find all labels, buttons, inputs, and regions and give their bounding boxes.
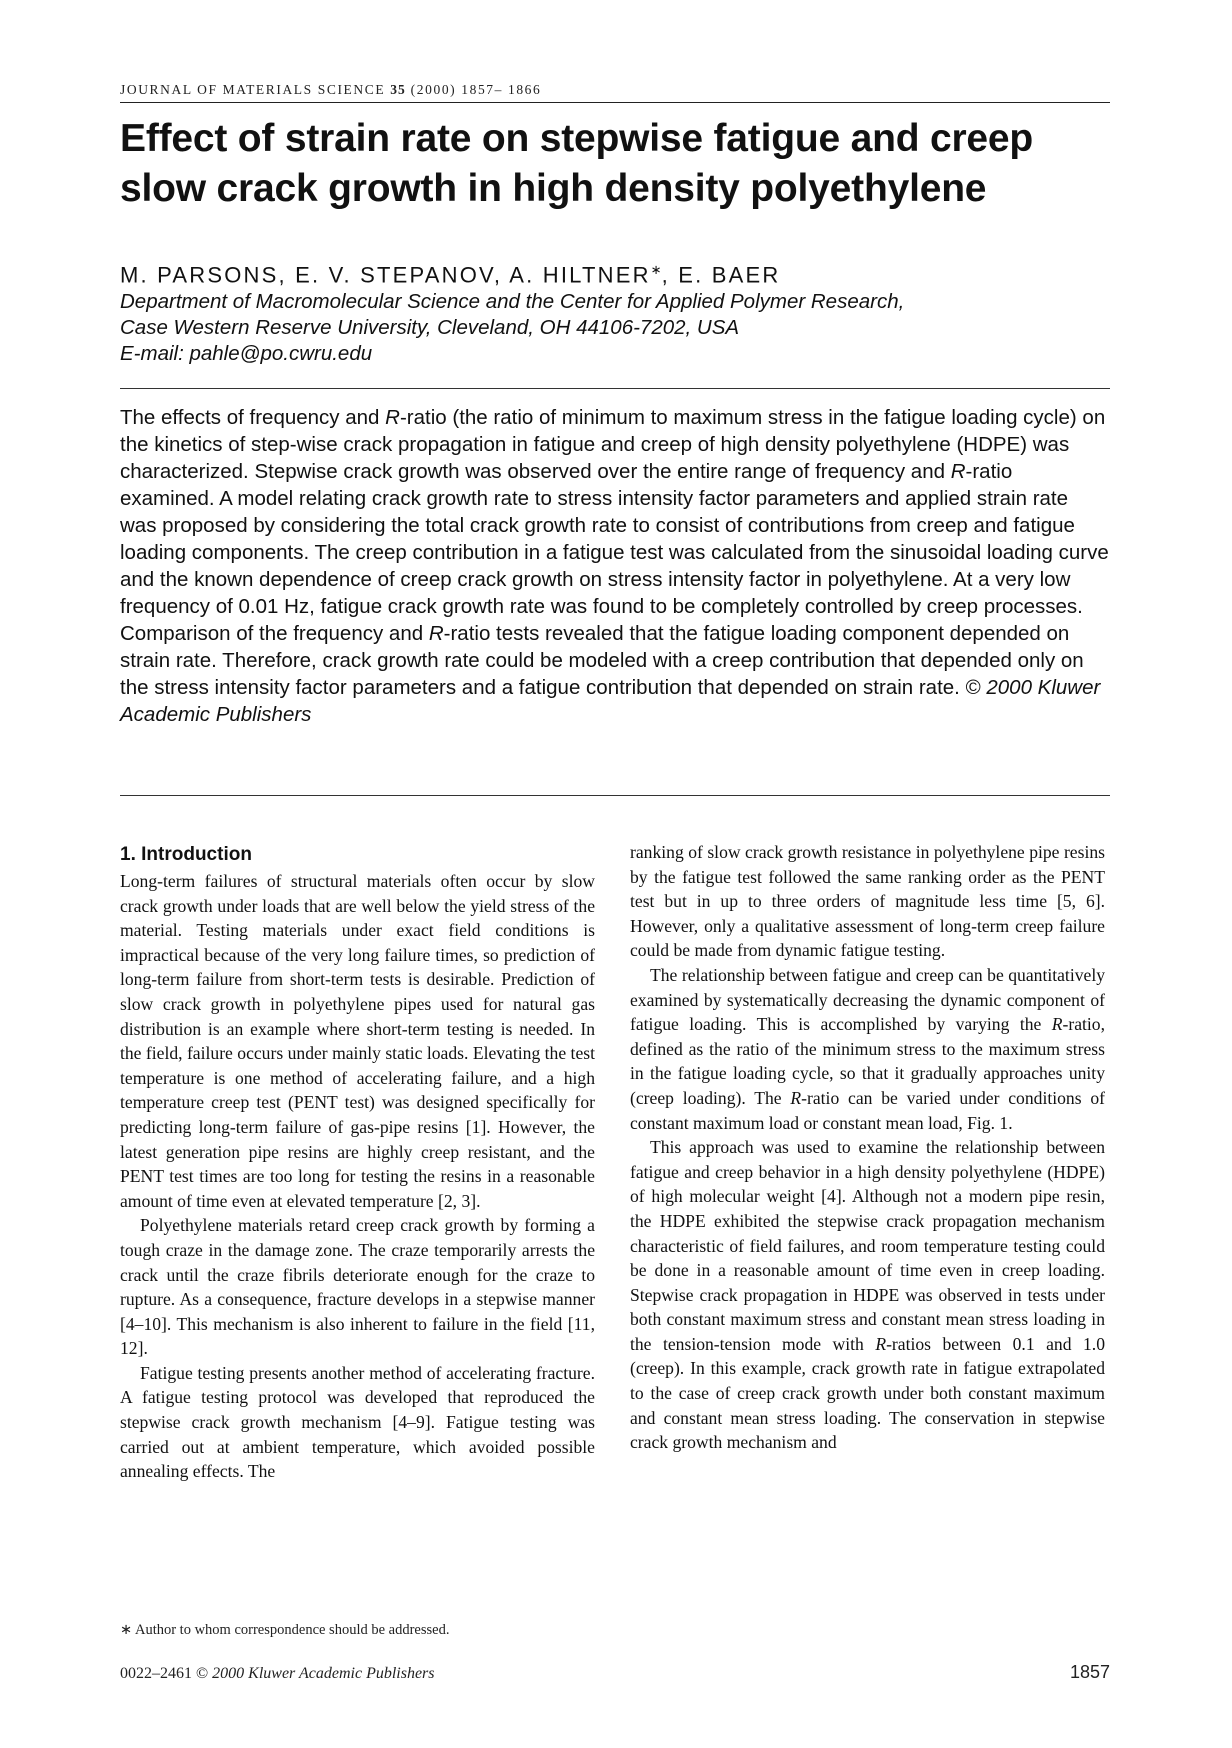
- affiliation-line-2: Case Western Reserve University, Cleveland, OH 44106-7202, USA: [120, 316, 740, 339]
- abstract-bottom-rule: [120, 795, 1110, 796]
- abstract: [120, 404, 1110, 728]
- paragraph: [630, 1135, 1105, 1455]
- corresponding-star: ∗: [650, 262, 662, 277]
- header-rule: [120, 102, 1110, 103]
- paragraph: ranking of slow crack growth resistance in polyethylene pipe resins by the fatigue test followed the same ranking order as the PENT test but in up to three orders of magnitude less time [5, 6]. However, only a qualitative assessment of long-term creep failure could be made from dynamic fatigue testing.: [630, 842, 1105, 961]
- author-names: M. PARSONS, E. V. STEPANOV, A. HILTNER: [120, 262, 651, 288]
- paragraph-text: The relationship between fatigue and creep can be quantitatively examined by systematically decreasing the dynamic component of fatigue loading. This is accomplished by varying the: [630, 964, 1105, 1035]
- page-number: 1857: [1069, 1662, 1110, 1682]
- journal-name: JOURNAL OF MATERIALS SCIENCE: [120, 82, 386, 97]
- abstract-text-3: -ratio examined. A model relating crack growth rate to stress intensity factor parameters and applied strain rate was proposed by considering the total crack growth rate to consist of contributions from creep and fatigue loading components. The creep contribution in a fatigue test was calculated from the sinusoidal loading curve and the known dependence of creep crack growth on stress intensity factor in polyethylene. At a very low frequency of 0.01 Hz, fatigue crack growth rate was found to be completely controlled by creep processes. Comparison of the frequency and: [120, 460, 1109, 645]
- abstract-top-rule: [120, 388, 1110, 389]
- abstract-r-symbol-2: R: [950, 460, 966, 483]
- left-column: [120, 842, 595, 1484]
- abstract-copyright: 2000 Kluwer Academic Publishers: [120, 676, 1101, 726]
- paragraph-text: This approach was used to examine the relationship between fatigue and creep behavior in a high density polyethylene (HDPE) of high molecular weight [4]. Although not a modern pipe resin, the HDPE exhibited the stepwise crack propagation mechanism characteristic of field failures, and room temperature testing could be done in a reasonable amount of time even in creep loading. Stepwise crack propagation in HDPE was observed in tests under both constant maximum stress and constant mean stress loading in the tension-tension mode with: [630, 1137, 1105, 1354]
- author-list: [120, 262, 1110, 288]
- affiliation-line-1: Department of Macromolecular Science and the Center for Applied Polymer Research,: [120, 290, 905, 313]
- journal-header: [120, 82, 1110, 98]
- abstract-copyright-symbol: ©: [965, 676, 981, 699]
- footer-copyright-symbol: ©: [196, 1665, 209, 1682]
- footnote: ∗ Author to whom correspondence should be addressed.: [120, 1622, 450, 1638]
- paragraph: Long-term failures of structural materials often occur by slow crack growth under loads that are well below the yield stress of the material. Testing materials under exact field conditions is impractical because of the very long failure times, so prediction of long-term failure from short-term tests is desirable. Prediction of slow crack growth in polyethylene pipes used for natural gas distribution is an example where short-term testing is needed. In the field, failure occurs under mainly static loads. Elevating the test temperature is one method of accelerating failure, and a high temperature creep test (PENT test) was designed specifically for predicting long-term failure of gas-pipe resins [1]. However, the latest generation pipe resins are highly creep resistant, and the PENT test times are too long for testing the resins in a reasonable amount of time even at elevated temperature [2, 3].: [120, 871, 595, 1211]
- abstract-text-1: The effects of frequency and: [120, 406, 386, 429]
- author-names-rest: , E. BAER: [661, 262, 781, 288]
- paragraph: Fatigue testing presents another method of accelerating fracture. A fatigue testing protocol was developed that reproduced the stepwise crack growth mechanism [4–9]. Fatigue testing was carried out at ambient temperature, which avoided possible annealing effects. The: [120, 1362, 595, 1482]
- section-heading: 1. Introduction: [120, 844, 252, 865]
- abstract-r-symbol-3: R: [428, 622, 444, 645]
- abstract-r-symbol-1: R: [385, 406, 400, 429]
- journal-year-pages: (2000) 1857– 1866: [410, 82, 542, 97]
- author-email: E-mail: pahle@po.cwru.edu: [120, 342, 373, 365]
- affiliation: [120, 289, 1110, 367]
- journal-volume: 35: [390, 82, 406, 97]
- footer-copyright: 2000 Kluwer Academic Publishers: [212, 1665, 435, 1682]
- footer-issn: [120, 1665, 720, 1683]
- paragraph-text: -ratio, defined as the ratio of the minimum stress to the maximum stress in the fatigue loading cycle, so that it gradually approaches unity (creep loading). The: [630, 1014, 1105, 1108]
- abstract-text-4: -ratio tests revealed that the fatigue loading component depended on strain rate. Therefore, crack growth rate could be modeled with a creep contribution that depended only on the stress intensity factor parameters and a fatigue contribution that depended on strain rate.: [120, 622, 1084, 699]
- r-symbol: R: [1051, 1014, 1063, 1035]
- paper-title: Effect of strain rate on stepwise fatigue and creep slow crack growth in high density polyethylene: [120, 117, 1034, 210]
- paragraph-text: -ratios between 0.1 and 1.0 (creep). In this example, crack growth rate in fatigue extrapolated to the case of creep crack growth under both constant maximum and constant mean stress loading. The conservation in stepwise crack growth mechanism and: [630, 1333, 1105, 1453]
- paragraph: Polyethylene materials retard creep crack growth by forming a tough craze in the damage zone. The craze temporarily arrests the crack until the craze fibrils deteriorate enough for the craze to rupture. As a consequence, fracture develops in a stepwise manner [4–10]. This mechanism is also inherent to failure in the field [11, 12].: [120, 1215, 595, 1359]
- right-column: [630, 840, 1105, 1455]
- abstract-text-2: -ratio (the ratio of minimum to maximum stress in the fatigue loading cycle) on the kinetics of step-wise crack propagation in fatigue and creep of high density polyethylene (HDPE) was characterized. Stepwise crack growth was observed over the entire range of frequency and: [120, 406, 1106, 483]
- r-symbol: R: [790, 1087, 802, 1108]
- r-symbol: R: [875, 1333, 887, 1354]
- issn-number: 0022–2461: [120, 1665, 192, 1682]
- paragraph: [630, 963, 1105, 1135]
- paragraph-text: -ratio can be varied under conditions of constant maximum load or constant mean load, Fig. 1.: [630, 1087, 1105, 1133]
